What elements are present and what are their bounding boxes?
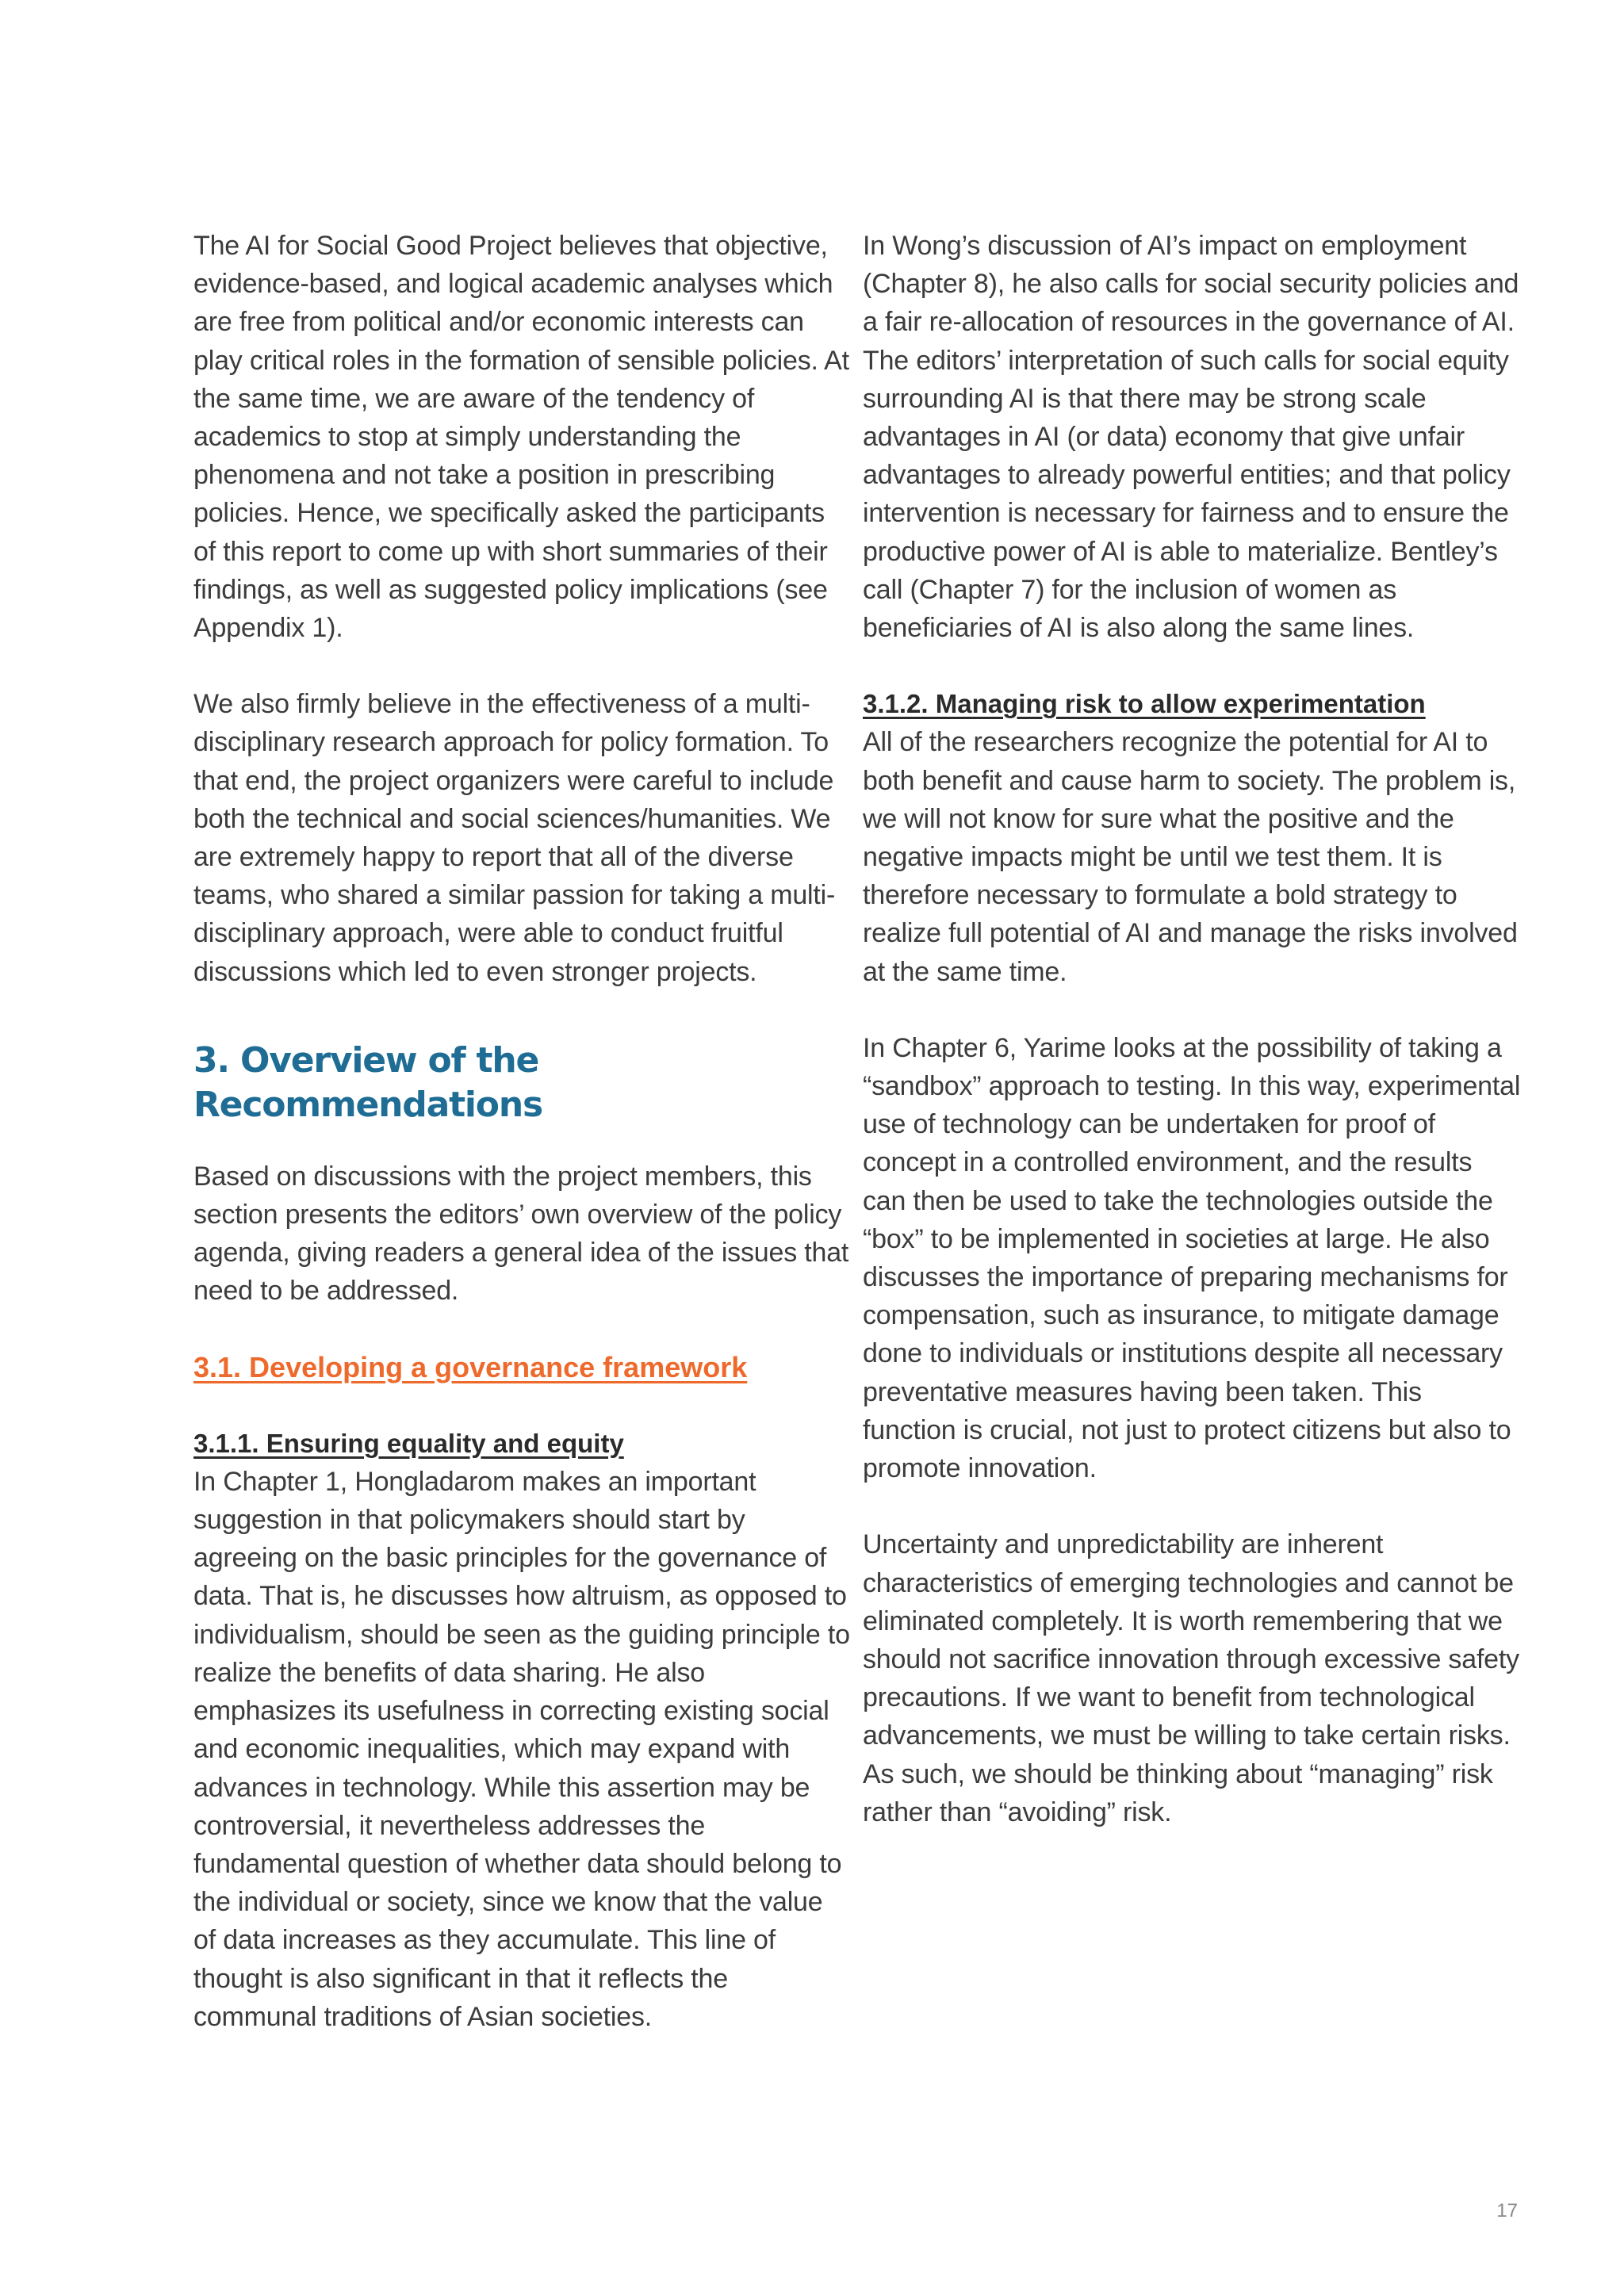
sandbox-paragraph: In Chapter 6, Yarime looks at the possibility of taking a “sandbox” approach to testing. In this way, experimental use of technology can be undertaken for proof of concept in a controlled environment, and the results can then be used to take the technologies outside the “box” to be implemented in societies at large. He also discusses the importance of preparing mechanisms for compensation, such as insurance, to mitigate damage done to individuals or institutions despite all necessary preventative measures having been taken. This function is crucial, not just to protect citizens but also to promote innovation.: [863, 1032, 1521, 1484]
uncertainty-paragraph: Uncertainty and unpredictability are inherent characteristics of emerging technologies and cannot be eliminated completely. It is worth remembering that we should not sacrifice innovation through excessive safety precautions. If we want to benefit from technological advancements, we must be willing to take certain risks. As such, we should be thinking about “managing” risk rather than “avoiding” risk.: [863, 1529, 1519, 1827]
overview-paragraph: Based on discussions with the project members, this section presents the editors’ own overview of the policy agenda, giving readers a general idea of the issues that need to be addressed.: [193, 1161, 849, 1307]
equality-paragraph: In Chapter 1, Hongladarom makes an important suggestion in that policymakers should start by agreeing on the basic principles for the governance of data. That is, he discusses how altruism, as opposed to individualism, should be seen as the guiding principle to realize the benefits of data sharing. He also emphasizes its usefulness in correcting existing social and economic inequalities, which may expand with advances in technology. While this assertion may be controversial, it nevertheless addresses the fundamental question of whether data should belong to the individual or society, since we know that the value of data increases as they accumulate. This line of thought is also significant in that it reflects the communal traditions of Asian societies.: [193, 1466, 850, 2032]
multidisciplinary-paragraph: We also firmly believe in the effectiveness of a multi-disciplinary research approach for policy formation. To that end, the project organizers were careful to include both the technical and social sciences/humanities. We are extremely happy to report that all of the diverse teams, who shared a similar passion for taking a multi-disciplinary approach, were able to conduct fruitful discussions which led to even stronger projects.: [193, 689, 836, 987]
page-number: 17: [1496, 2200, 1518, 2221]
intro-paragraph: The AI for Social Good Project believes that objective, evidence-based, and logical academic analyses which are free from political and/or economic interests can play critical roles in the formation of sensible policies. At the same time, we are aware of the tendency of academics to stop at simply understanding the phenomena and not take a position in prescribing policies. Hence, we specifically asked the participants of this report to come up with short summaries of their findings, as well as suggested policy implications (see Appendix 1).: [193, 231, 849, 644]
risk-paragraph: All of the researchers recognize the potential for AI to both benefit and cause harm to society. The problem is, we will not know for sure what the positive and the negative impacts might be until we test them. It is therefore necessary to formulate a bold strategy to realize full potential of AI and manage the risks involved at the same time.: [863, 727, 1518, 987]
left-column: [193, 227, 852, 2036]
employment-paragraph: In Wong’s discussion of AI’s impact on employment (Chapter 8), he also calls for social security policies and a fair re-allocation of resources in the governance of AI. The editors’ interpretation of such calls for social equity surrounding AI is that there may be strong scale advantages in AI (or data) economy that give unfair advantages to already powerful entities; and that policy intervention is necessary for fairness and to ensure the productive power of AI is able to materialize. Bentley’s call (Chapter 7) for the inclusion of women as beneficiaries of AI is also along the same lines.: [863, 231, 1519, 644]
section-heading: 3. Overview of the Recommendations: [193, 1039, 542, 1125]
subsection-heading: 3.1. Developing a governance framework: [193, 1350, 748, 1383]
subsubsection-heading-equality: 3.1.1. Ensuring equality and equity: [193, 1428, 624, 1458]
right-column: [863, 227, 1521, 1831]
subsubsection-heading-risk: 3.1.2. Managing risk to allow experimentation: [863, 689, 1426, 719]
